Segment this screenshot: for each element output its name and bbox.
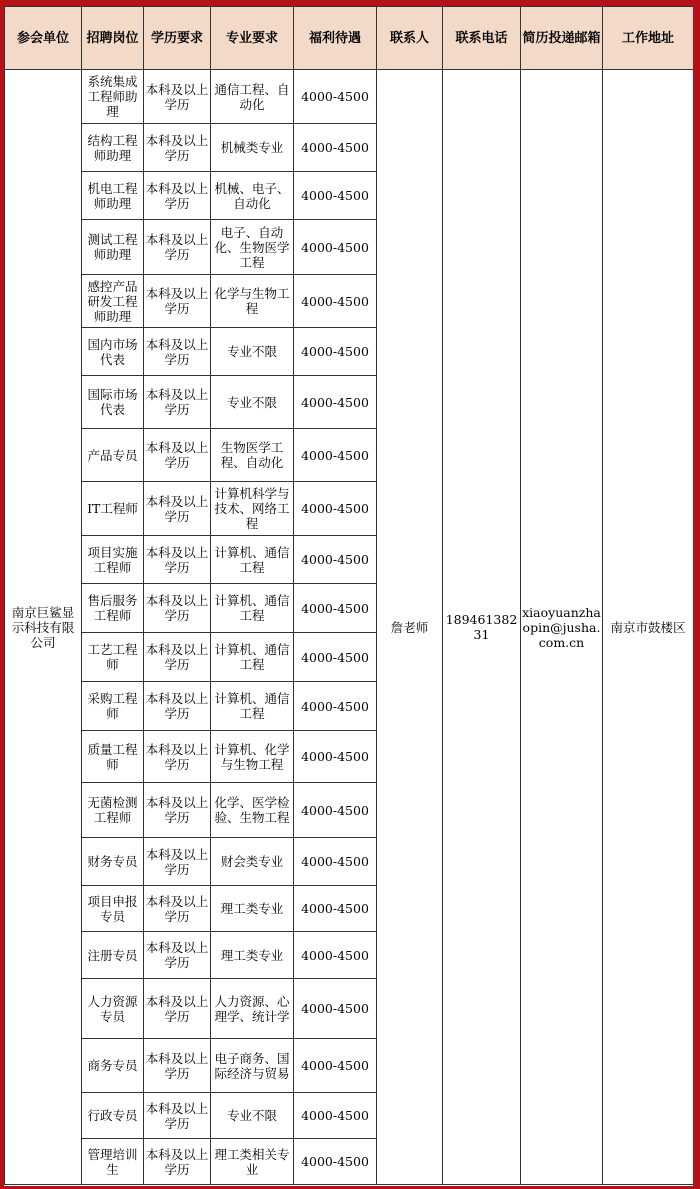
position-cell: 采购工程师	[82, 682, 144, 731]
education-cell: 本科及以上学历	[144, 536, 211, 584]
major-cell: 机械、电子、自动化	[211, 172, 294, 220]
salary-cell: 4000-4500	[294, 682, 377, 731]
major-cell: 专业不限	[211, 328, 294, 376]
table-header-row	[5, 7, 694, 70]
header-major: 专业要求	[211, 7, 294, 70]
position-cell: IT工程师	[82, 482, 144, 536]
salary-cell: 4000-4500	[294, 1039, 377, 1093]
education-cell: 本科及以上学历	[144, 584, 211, 633]
recruitment-table	[4, 6, 693, 1185]
position-cell: 注册专员	[82, 932, 144, 979]
position-cell: 质量工程师	[82, 731, 144, 783]
education-cell: 本科及以上学历	[144, 1093, 211, 1139]
position-cell: 工艺工程师	[82, 633, 144, 682]
major-cell: 通信工程、自动化	[211, 70, 294, 124]
education-cell: 本科及以上学历	[144, 124, 211, 172]
header-company: 参会单位	[5, 7, 82, 70]
company-name-cell: 南京巨鲨显示科技有限公司	[5, 70, 82, 1185]
position-cell: 机电工程师助理	[82, 172, 144, 220]
major-cell: 财会类专业	[211, 838, 294, 886]
major-cell: 专业不限	[211, 376, 294, 429]
salary-cell: 4000-4500	[294, 275, 377, 328]
education-cell: 本科及以上学历	[144, 70, 211, 124]
position-cell: 国际市场代表	[82, 376, 144, 429]
major-cell: 计算机、通信工程	[211, 536, 294, 584]
position-cell: 人力资源专员	[82, 979, 144, 1039]
position-cell: 财务专员	[82, 838, 144, 886]
phone-cell: 18946138231	[443, 70, 521, 1185]
education-cell: 本科及以上学历	[144, 172, 211, 220]
education-cell: 本科及以上学历	[144, 682, 211, 731]
education-cell: 本科及以上学历	[144, 783, 211, 838]
salary-cell: 4000-4500	[294, 584, 377, 633]
education-cell: 本科及以上学历	[144, 838, 211, 886]
address-cell: 南京市鼓楼区	[603, 70, 694, 1185]
salary-cell: 4000-4500	[294, 328, 377, 376]
header-email: 简历投递邮箱	[521, 7, 603, 70]
major-cell: 理工类专业	[211, 932, 294, 979]
position-cell: 系统集成工程师助理	[82, 70, 144, 124]
major-cell: 计算机、通信工程	[211, 682, 294, 731]
salary-cell: 4000-4500	[294, 70, 377, 124]
position-cell: 商务专员	[82, 1039, 144, 1093]
major-cell: 电子、自动化、生物医学工程	[211, 220, 294, 275]
major-cell: 计算机、通信工程	[211, 633, 294, 682]
salary-cell: 4000-4500	[294, 172, 377, 220]
education-cell: 本科及以上学历	[144, 429, 211, 482]
salary-cell: 4000-4500	[294, 220, 377, 275]
header-salary: 福利待遇	[294, 7, 377, 70]
major-cell: 电子商务、国际经济与贸易	[211, 1039, 294, 1093]
major-cell: 计算机科学与技术、网络工程	[211, 482, 294, 536]
education-cell: 本科及以上学历	[144, 275, 211, 328]
salary-cell: 4000-4500	[294, 979, 377, 1039]
major-cell: 化学与生物工程	[211, 275, 294, 328]
salary-cell: 4000-4500	[294, 838, 377, 886]
header-education: 学历要求	[144, 7, 211, 70]
major-cell: 机械类专业	[211, 124, 294, 172]
salary-cell: 4000-4500	[294, 429, 377, 482]
position-cell: 售后服务工程师	[82, 584, 144, 633]
salary-cell: 4000-4500	[294, 886, 377, 932]
position-cell: 行政专员	[82, 1093, 144, 1139]
position-cell: 产品专员	[82, 429, 144, 482]
header-phone: 联系电话	[443, 7, 521, 70]
education-cell: 本科及以上学历	[144, 482, 211, 536]
education-cell: 本科及以上学历	[144, 932, 211, 979]
recruitment-table-frame	[4, 6, 693, 1186]
header-address: 工作地址	[603, 7, 694, 70]
position-cell: 国内市场代表	[82, 328, 144, 376]
salary-cell: 4000-4500	[294, 536, 377, 584]
major-cell: 化学、医学检验、生物工程	[211, 783, 294, 838]
table-row	[5, 70, 694, 124]
position-cell: 无菌检测工程师	[82, 783, 144, 838]
table-body	[5, 70, 694, 1185]
position-cell: 感控产品研发工程师助理	[82, 275, 144, 328]
education-cell: 本科及以上学历	[144, 1139, 211, 1185]
education-cell: 本科及以上学历	[144, 731, 211, 783]
major-cell: 人力资源、心理学、统计学	[211, 979, 294, 1039]
salary-cell: 4000-4500	[294, 932, 377, 979]
education-cell: 本科及以上学历	[144, 886, 211, 932]
salary-cell: 4000-4500	[294, 783, 377, 838]
major-cell: 计算机、化学与生物工程	[211, 731, 294, 783]
salary-cell: 4000-4500	[294, 124, 377, 172]
position-cell: 测试工程师助理	[82, 220, 144, 275]
major-cell: 计算机、通信工程	[211, 584, 294, 633]
major-cell: 理工类相关专业	[211, 1139, 294, 1185]
email-cell: xiaoyuanzhaopin@jusha.com.cn	[521, 70, 603, 1185]
salary-cell: 4000-4500	[294, 1139, 377, 1185]
education-cell: 本科及以上学历	[144, 220, 211, 275]
education-cell: 本科及以上学历	[144, 1039, 211, 1093]
education-cell: 本科及以上学历	[144, 328, 211, 376]
salary-cell: 4000-4500	[294, 731, 377, 783]
salary-cell: 4000-4500	[294, 376, 377, 429]
header-position: 招聘岗位	[82, 7, 144, 70]
position-cell: 结构工程师助理	[82, 124, 144, 172]
contact-cell: 詹老师	[377, 70, 443, 1185]
position-cell: 项目实施工程师	[82, 536, 144, 584]
major-cell: 生物医学工程、自动化	[211, 429, 294, 482]
major-cell: 理工类专业	[211, 886, 294, 932]
position-cell: 项目申报专员	[82, 886, 144, 932]
salary-cell: 4000-4500	[294, 633, 377, 682]
education-cell: 本科及以上学历	[144, 633, 211, 682]
header-contact: 联系人	[377, 7, 443, 70]
education-cell: 本科及以上学历	[144, 376, 211, 429]
education-cell: 本科及以上学历	[144, 979, 211, 1039]
salary-cell: 4000-4500	[294, 482, 377, 536]
salary-cell: 4000-4500	[294, 1093, 377, 1139]
position-cell: 管理培训生	[82, 1139, 144, 1185]
major-cell: 专业不限	[211, 1093, 294, 1139]
